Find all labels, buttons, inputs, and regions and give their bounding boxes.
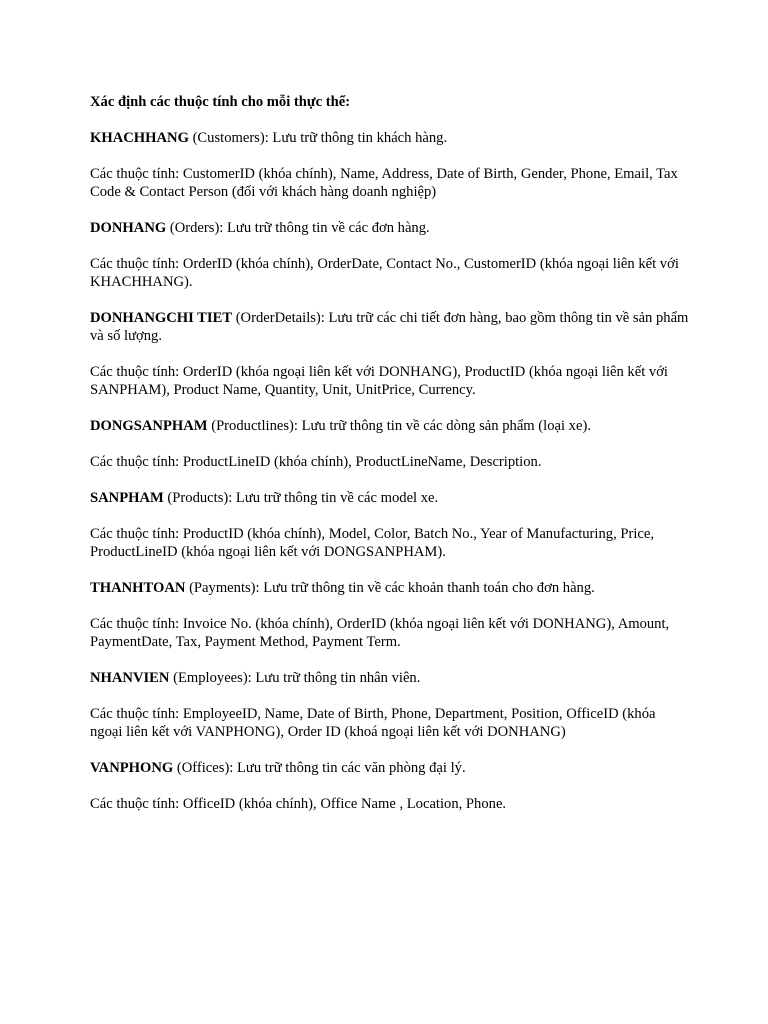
- entity-summary: (Employees): Lưu trữ thông tin nhân viên.: [169, 670, 421, 686]
- entity-summary: (Orders): Lưu trữ thông tin về các đơn hàng.: [166, 220, 430, 236]
- entity-sanpham: [90, 489, 690, 561]
- entity-description: [90, 417, 690, 435]
- entity-nhanvien: [90, 669, 690, 741]
- entity-name: DONGSANPHAM: [90, 418, 208, 434]
- entity-name: VANPHONG: [90, 760, 174, 776]
- entity-dongsanpham: [90, 417, 690, 471]
- entity-summary: (Offices): Lưu trữ thông tin các văn phòng đại lý.: [173, 760, 466, 776]
- entity-description: [90, 759, 690, 777]
- entity-summary: (OrderDetails): Lưu trữ các chi tiết đơn hàng, bao gồm thông tin về sản phẩm và số lượng.: [90, 310, 689, 344]
- entity-attributes: Các thuộc tính: OrderID (khóa ngoại liên kết với DONHANG), ProductID (khóa ngoại liên kết với SANPHAM), Product Name, Quantity, Unit, UnitPrice, Currency.: [90, 364, 668, 398]
- entity-summary: (Customers): Lưu trữ thông tin khách hàng.: [188, 130, 448, 146]
- entity-name: SANPHAM: [90, 490, 164, 506]
- entity-attributes: Các thuộc tính: OrderID (khóa chính), OrderDate, Contact No., CustomerID (khóa ngoại liên kết với KHACHHANG).: [90, 256, 679, 290]
- entity-attributes: Các thuộc tính: ProductID (khóa chính), Model, Color, Batch No., Year of Manufacturing, Price, ProductLineID (khóa ngoại liên kết với DONGSANPHAM).: [90, 526, 654, 560]
- entity-summary: (Products): Lưu trữ thông tin về các model xe.: [163, 490, 439, 506]
- entity-name: NHANVIEN: [90, 670, 170, 686]
- entity-description: [90, 129, 690, 147]
- entity-description: [90, 309, 690, 345]
- entity-name: KHACHHANG: [90, 130, 189, 146]
- entity-name: THANHTOAN: [90, 580, 186, 596]
- document-heading: Xác định các thuộc tính cho mỗi thực thể:: [90, 94, 351, 110]
- entity-description: [90, 219, 690, 237]
- entity-summary: (Productlines): Lưu trữ thông tin về các dòng sản phẩm (loại xe).: [207, 418, 591, 434]
- document-page: [90, 93, 690, 831]
- entity-summary: (Payments): Lưu trữ thông tin về các khoản thanh toán cho đơn hàng.: [185, 580, 595, 596]
- entity-attributes: Các thuộc tính: Invoice No. (khóa chính), OrderID (khóa ngoại liên kết với DONHANG), Amount, PaymentDate, Tax, Payment Method, Payment Term.: [90, 616, 670, 650]
- entity-attributes: Các thuộc tính: EmployeeID, Name, Date of Birth, Phone, Department, Position, OfficeID (khóa ngoại liên kết với VANPHONG), Order ID (khoá ngoại liên kết với DONHANG): [90, 706, 656, 740]
- entity-description: [90, 669, 690, 687]
- entity-name: DONHANG: [90, 220, 167, 236]
- entity-attributes: Các thuộc tính: CustomerID (khóa chính), Name, Address, Date of Birth, Gender, Phone, Email, Tax Code & Contact Person (đối với khách hàng doanh nghiệp): [90, 166, 678, 200]
- entity-donhang: [90, 219, 690, 291]
- entity-description: [90, 489, 690, 507]
- entity-name: DONHANGCHI TIET: [90, 310, 233, 326]
- entity-thanhtoan: [90, 579, 690, 651]
- entity-attributes: Các thuộc tính: ProductLineID (khóa chính), ProductLineName, Description.: [90, 454, 542, 470]
- entity-attributes: Các thuộc tính: OfficeID (khóa chính), Office Name , Location, Phone.: [90, 796, 507, 812]
- entity-donhangchitiet: [90, 309, 690, 399]
- entity-khachhang: [90, 129, 690, 201]
- entity-vanphong: [90, 759, 690, 813]
- entity-description: [90, 579, 690, 597]
